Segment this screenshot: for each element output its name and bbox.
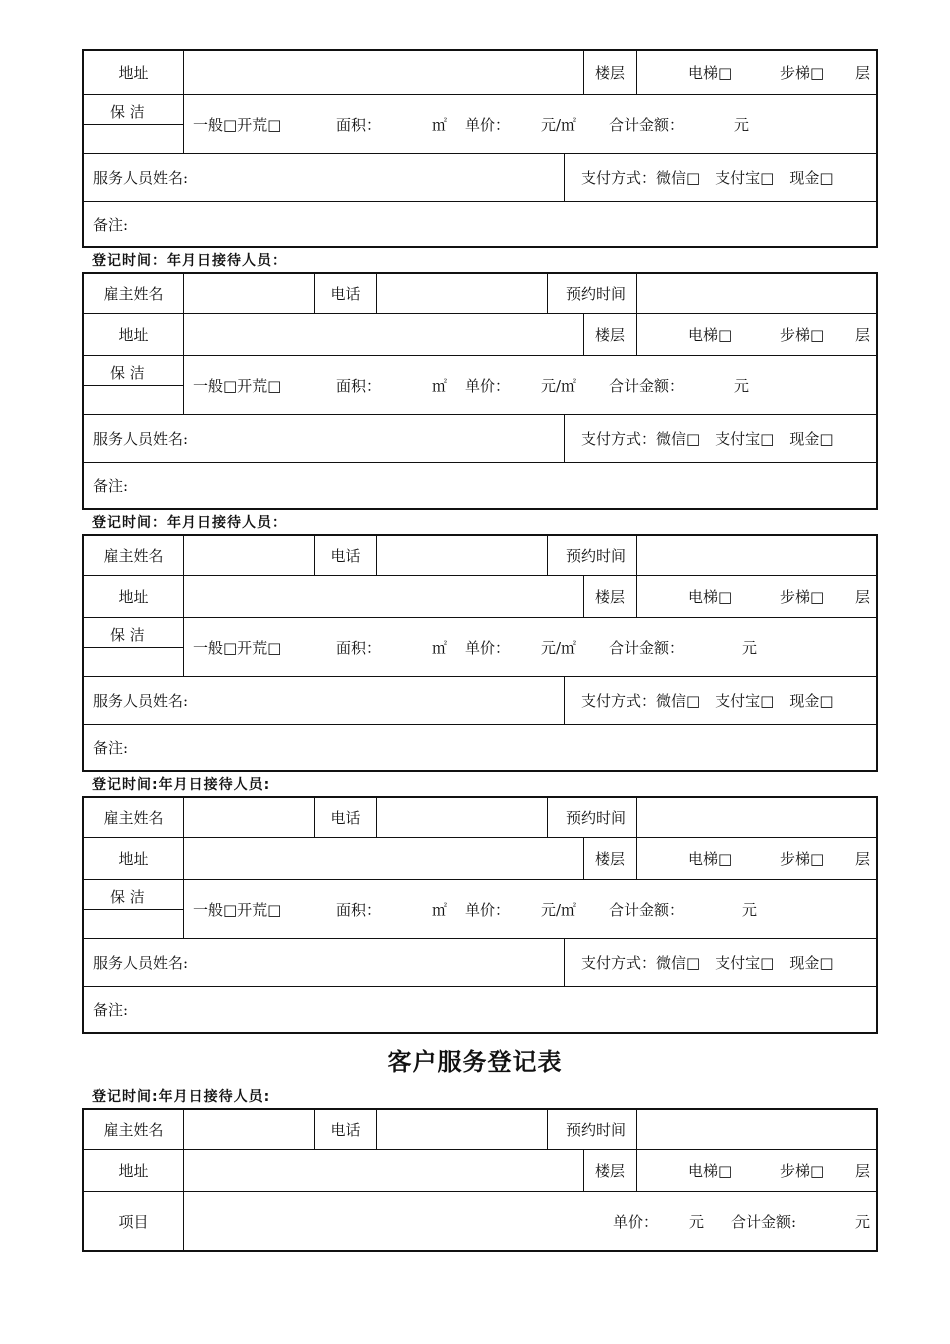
payment-method-options[interactable]: 支付方式：微信□ 支付宝□ 现金□ (581, 954, 834, 972)
remarks-cell[interactable] (84, 725, 876, 770)
remarks-cell[interactable] (84, 202, 876, 246)
employer-row (84, 798, 876, 838)
employer-name-label: 雇主姓名 (103, 1121, 164, 1139)
unit-price-unit: 元/㎡ (541, 376, 577, 395)
staff-name-cell[interactable] (84, 415, 564, 462)
payment-method-options[interactable]: 支付方式：微信□ 支付宝□ 现金□ (581, 430, 834, 448)
total-amount-label: 合计金额： (609, 115, 685, 134)
cleaning-type-checkboxes[interactable]: 一般□开荒□ (193, 376, 282, 395)
address-field[interactable] (183, 1150, 583, 1191)
address-field[interactable] (183, 314, 583, 355)
staff-row (84, 677, 876, 725)
staff-row (84, 415, 876, 463)
area-label: 面积： (336, 900, 382, 919)
floor-options (636, 314, 876, 355)
unit-price-unit: 元/㎡ (541, 115, 577, 134)
cleaning-row (84, 618, 876, 677)
item-total-amount-unit: 元 (855, 1212, 871, 1231)
phone-label: 电话 (314, 536, 376, 575)
cleaning-label: 保 洁 (110, 626, 145, 644)
payment-cell (564, 939, 876, 986)
cleaning-row (84, 356, 876, 415)
address-field[interactable] (183, 576, 583, 617)
service-form-5 (82, 1108, 878, 1252)
registration-line: 登记时间：年月日接待人员： (92, 515, 287, 531)
phone-field[interactable] (376, 798, 547, 837)
item-total-amount-label: 合计金额: (731, 1212, 797, 1231)
appointment-time-field[interactable] (636, 536, 876, 575)
staff-name-label: 服务人员姓名: (93, 430, 189, 448)
cleaning-type-checkboxes[interactable]: 一般□开荒□ (193, 115, 282, 134)
cleaning-divider (84, 385, 183, 386)
unit-price-label: 单价： (465, 900, 511, 919)
cleaning-label: 保 洁 (110, 364, 145, 382)
address-field[interactable] (183, 838, 583, 879)
total-amount-unit: 元 (742, 638, 758, 657)
payment-cell (564, 415, 876, 462)
appointment-time-label: 预约时间 (547, 274, 636, 313)
phone-field[interactable] (376, 1110, 547, 1149)
employer-name-label: 雇主姓名 (103, 285, 164, 303)
area-unit: ㎡ (432, 638, 448, 657)
staff-row (84, 939, 876, 987)
total-amount-unit: 元 (734, 115, 750, 134)
cleaning-details (183, 95, 876, 153)
remarks-label: 备注: (93, 739, 129, 757)
floor-label: 楼层 (583, 314, 636, 355)
phone-field[interactable] (376, 536, 547, 575)
appointment-time-field[interactable] (636, 798, 876, 837)
appointment-time-field[interactable] (636, 1110, 876, 1149)
area-label: 面积： (336, 638, 382, 657)
service-form-3 (82, 534, 878, 772)
registration-line: 登记时间:年月日接待人员: (92, 777, 271, 793)
unit-price-label: 单价： (465, 376, 511, 395)
address-row (84, 51, 876, 95)
stairs-checkbox[interactable]: 步梯□ (780, 64, 825, 82)
phone-label: 电话 (314, 1110, 376, 1149)
total-amount-label: 合计金额： (609, 376, 685, 395)
employer-name-field[interactable] (183, 536, 314, 575)
stairs-checkbox[interactable]: 步梯□ (780, 588, 825, 606)
staff-name-label: 服务人员姓名: (93, 169, 189, 187)
remarks-row[interactable] (84, 202, 876, 246)
employer-name-field[interactable] (183, 798, 314, 837)
floor-unit: 层 (855, 1162, 871, 1180)
item-label: 项目 (118, 1212, 149, 1231)
employer-row (84, 274, 876, 314)
floor-label: 楼层 (583, 838, 636, 879)
payment-cell (564, 677, 876, 724)
address-label: 地址 (118, 326, 149, 344)
area-label: 面积： (336, 115, 382, 134)
cleaning-divider (84, 647, 183, 648)
area-unit: ㎡ (432, 115, 448, 134)
phone-label: 电话 (314, 798, 376, 837)
service-form-1 (82, 49, 878, 248)
elevator-checkbox[interactable]: 电梯□ (688, 326, 733, 344)
remarks-cell[interactable] (84, 987, 876, 1032)
staff-name-cell[interactable] (84, 939, 564, 986)
floor-options (636, 838, 876, 879)
remarks-row[interactable] (84, 725, 876, 770)
floor-unit: 层 (855, 850, 871, 868)
total-amount-unit: 元 (742, 900, 758, 919)
item-details[interactable] (183, 1192, 876, 1250)
cleaning-divider (84, 909, 183, 910)
employer-name-label: 雇主姓名 (103, 809, 164, 827)
elevator-checkbox[interactable]: 电梯□ (688, 850, 733, 868)
payment-method-options[interactable]: 支付方式：微信□ 支付宝□ 现金□ (581, 692, 834, 710)
staff-name-label: 服务人员姓名: (93, 692, 189, 710)
employer-name-label: 雇主姓名 (103, 547, 164, 565)
unit-price-label: 单价： (465, 638, 511, 657)
cleaning-details (183, 880, 876, 938)
remarks-label: 备注: (93, 1001, 129, 1019)
appointment-time-label: 预约时间 (547, 1110, 636, 1149)
cleaning-details (183, 618, 876, 676)
address-row (84, 314, 876, 356)
cleaning-label: 保 洁 (110, 103, 145, 121)
cleaning-type-checkboxes[interactable]: 一般□开荒□ (193, 638, 282, 657)
floor-options (636, 576, 876, 617)
cleaning-divider (84, 124, 183, 125)
address-label: 地址 (118, 850, 149, 868)
total-amount-label: 合计金额： (609, 900, 685, 919)
cleaning-label-cell (84, 880, 183, 938)
area-unit: ㎡ (432, 376, 448, 395)
registration-line: 登记时间：年月日接待人员： (92, 253, 287, 269)
cleaning-details (183, 356, 876, 414)
payment-cell (564, 154, 876, 201)
page-title: 客户服务登记表 (387, 1047, 563, 1076)
floor-unit: 层 (855, 588, 871, 606)
elevator-checkbox[interactable]: 电梯□ (688, 1162, 733, 1180)
floor-label: 楼层 (583, 576, 636, 617)
remarks-cell[interactable] (84, 463, 876, 508)
employer-name-field[interactable] (183, 1110, 314, 1149)
stairs-checkbox[interactable]: 步梯□ (780, 850, 825, 868)
staff-name-label: 服务人员姓名: (93, 954, 189, 972)
employer-name-field[interactable] (183, 274, 314, 313)
appointment-time-label: 预约时间 (547, 798, 636, 837)
cleaning-label-cell (84, 618, 183, 676)
floor-label: 楼层 (583, 51, 636, 94)
address-label: 地址 (118, 64, 149, 82)
payment-method-options[interactable]: 支付方式：微信□ 支付宝□ 现金□ (581, 169, 834, 187)
stairs-checkbox[interactable]: 步梯□ (780, 326, 825, 344)
elevator-checkbox[interactable]: 电梯□ (688, 588, 733, 606)
stairs-checkbox[interactable]: 步梯□ (780, 1162, 825, 1180)
registration-line: 登记时间:年月日接待人员: (92, 1089, 271, 1105)
item-row (84, 1192, 876, 1250)
floor-options (636, 1150, 876, 1191)
cleaning-type-checkboxes[interactable]: 一般□开荒□ (193, 900, 282, 919)
cleaning-row (84, 880, 876, 939)
remarks-label: 备注: (93, 477, 129, 495)
staff-name-cell[interactable] (84, 154, 564, 201)
unit-price-unit: 元/㎡ (541, 900, 577, 919)
employer-row (84, 1110, 876, 1150)
cleaning-label-cell (84, 356, 183, 414)
phone-field[interactable] (376, 274, 547, 313)
floor-unit: 层 (855, 326, 871, 344)
phone-label: 电话 (314, 274, 376, 313)
item-unit-price-unit: 元 (689, 1212, 705, 1231)
appointment-time-field[interactable] (636, 274, 876, 313)
address-label: 地址 (118, 588, 149, 606)
employer-row (84, 536, 876, 576)
item-unit-price-label: 单价： (613, 1212, 659, 1231)
cleaning-label-cell (84, 95, 183, 153)
floor-label: 楼层 (583, 1150, 636, 1191)
remarks-row[interactable] (84, 987, 876, 1032)
remarks-label: 备注: (93, 215, 129, 234)
staff-row (84, 154, 876, 202)
unit-price-label: 单价： (465, 115, 511, 134)
address-field[interactable] (183, 51, 583, 94)
total-amount-unit: 元 (734, 376, 750, 395)
area-label: 面积： (336, 376, 382, 395)
appointment-time-label: 预约时间 (547, 536, 636, 575)
elevator-checkbox[interactable]: 电梯□ (688, 64, 733, 82)
address-row (84, 576, 876, 618)
cleaning-label: 保 洁 (110, 888, 145, 906)
total-amount-label: 合计金额： (609, 638, 685, 657)
area-unit: ㎡ (432, 900, 448, 919)
floor-unit: 层 (855, 64, 871, 82)
address-row (84, 838, 876, 880)
remarks-row[interactable] (84, 463, 876, 508)
address-label: 地址 (118, 1162, 149, 1180)
service-form-2 (82, 272, 878, 510)
service-form-4 (82, 796, 878, 1034)
floor-options (636, 51, 876, 94)
staff-name-cell[interactable] (84, 677, 564, 724)
cleaning-row (84, 95, 876, 154)
address-row (84, 1150, 876, 1192)
unit-price-unit: 元/㎡ (541, 638, 577, 657)
